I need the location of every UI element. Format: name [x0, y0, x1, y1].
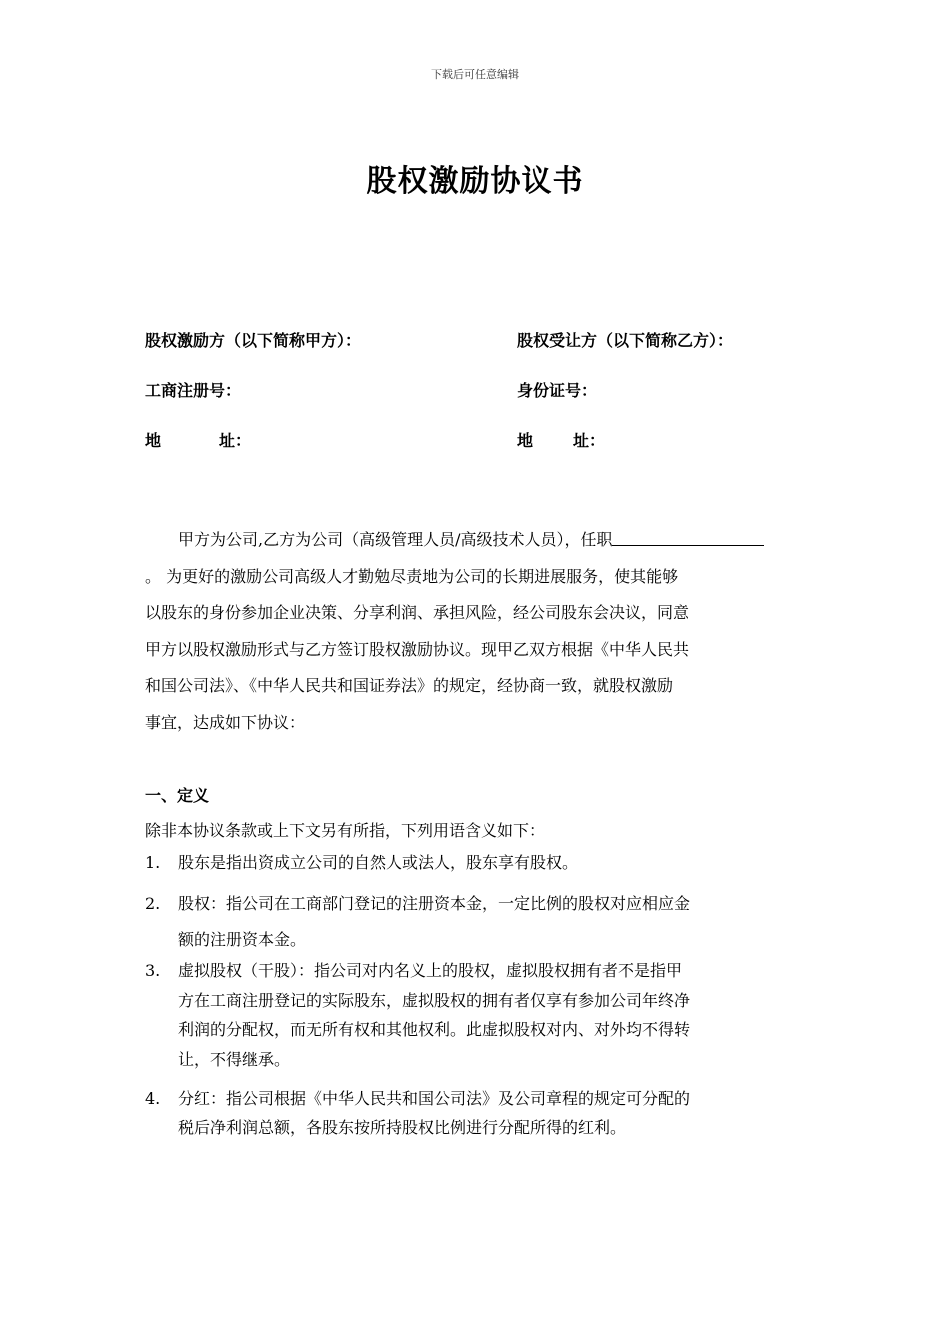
definition-item-1: [145, 852, 805, 874]
party-b-id-label: 身份证号：: [517, 381, 598, 400]
party-b-address-label: [517, 428, 605, 451]
item-line: 税后净利润总额，各股东按所持股权比例进行分配所得的红利。: [178, 1118, 627, 1137]
intro-line: 甲方以股权激励形式与乙方签订股权激励协议。现甲乙双方根据《中华人民共: [145, 639, 690, 659]
item-line: 利润的分配权，而无所有权和其他权利。此虚拟股权对内、对外均不得转: [178, 1020, 691, 1039]
address-char-2: 址：: [219, 431, 252, 450]
position-blank: [612, 531, 764, 546]
intro-line-text: 甲方为公司,乙方为公司（高级管理人员/高级技术人员），任职: [178, 530, 613, 549]
intro-line: 。 为更好的激励公司高级人才勤勉尽责地为公司的长期进展服务，使其能够: [145, 566, 679, 586]
document-title: 股权激励协议书: [366, 164, 584, 199]
definition-item-3: [145, 956, 805, 1074]
intro-paragraph: [145, 522, 870, 741]
item-number: 3.: [145, 961, 161, 980]
address-char-1: 地: [145, 431, 162, 450]
item-line: 虚拟股权（干股）：指公司对内名义上的股权，虚拟股权拥有者不是指甲: [178, 961, 683, 980]
header-note: 下载后可任意编辑: [431, 68, 519, 81]
item-number: 1.: [145, 853, 161, 872]
item-line: 额的注册资本金。: [178, 930, 307, 949]
address-char-2: 址：: [573, 431, 606, 450]
item-line: 让，不得继承。: [178, 1049, 291, 1069]
intro-line: [145, 522, 870, 559]
item-line: 方在工商注册登记的实际股东，虚拟股权的拥有者仅享有参加公司年终净: [178, 990, 691, 1010]
item-number: 2.: [145, 894, 161, 913]
party-a-address-label: [145, 428, 251, 451]
intro-line: 事宜，达成如下协议：: [145, 712, 306, 732]
section-title-definitions: 一、定义: [145, 786, 210, 805]
definition-item-4: [145, 1084, 805, 1142]
intro-line: 以股东的身份参加企业决策、分享利润、承担风险，经公司股东会决议，同意: [145, 603, 690, 622]
item-line: 股权：指公司在工商部门登记的注册资本金，一定比例的股权对应相应金: [178, 894, 691, 913]
item-line: 分红：指公司根据《中华人民共和国公司法》及公司章程的规定可分配的: [178, 1089, 691, 1108]
party-a-label: 股权激励方（以下简称甲方）：: [145, 331, 362, 350]
party-b-label: 股权受让方（以下简称乙方）：: [517, 331, 734, 350]
intro-line: 和国公司法》、《中华人民共和国证券法》的规定，经协商一致，就股权激励: [145, 676, 674, 695]
item-number: 4.: [145, 1089, 161, 1108]
item-line: 股东是指出资成立公司的自然人或法人，股东享有股权。: [178, 853, 579, 872]
section-intro: 除非本协议条款或上下文另有所指，下列用语含义如下：: [145, 821, 546, 840]
definition-item-2: [145, 886, 805, 958]
party-a-registration-label: 工商注册号：: [145, 381, 242, 400]
address-char-1: 地: [517, 431, 534, 450]
